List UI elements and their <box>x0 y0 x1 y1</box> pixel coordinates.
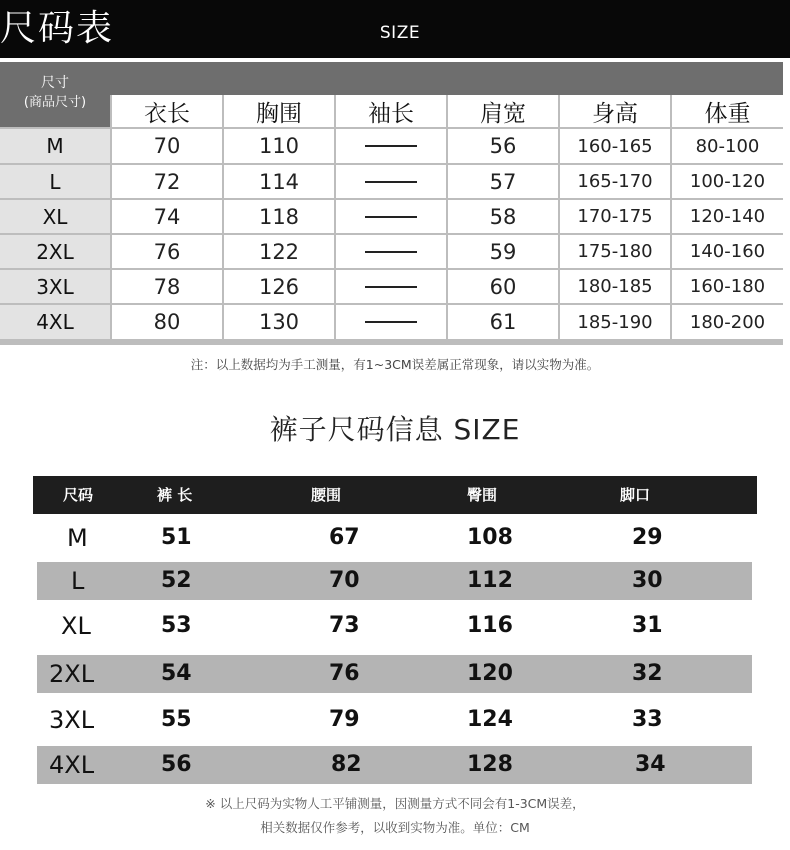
size-label: L <box>0 163 110 198</box>
table-cell: 80 <box>110 303 222 339</box>
size-label: 4XL <box>49 751 95 779</box>
size-label: XL <box>61 612 91 640</box>
table-cell: 108 <box>467 525 513 550</box>
table-cell: 130 <box>222 303 334 339</box>
table-cell: 160-180 <box>670 268 783 303</box>
table-cell: 80-100 <box>670 127 783 163</box>
table-cell: 67 <box>329 525 360 550</box>
table-cell: 79 <box>329 707 360 732</box>
table-cell: 124 <box>467 707 513 732</box>
table-cell: 110 <box>222 127 334 163</box>
table-cell: 54 <box>161 661 192 686</box>
table-cell: 128 <box>467 752 513 777</box>
pants-note-line2: 相关数据仅作参考，以收到实物为准。单位：CM <box>260 820 530 835</box>
corner-sublabel: (商品尺寸) <box>23 95 87 110</box>
table-cell: 76 <box>110 233 222 268</box>
table-cell: 118 <box>222 198 334 233</box>
table-cell: 51 <box>161 525 192 550</box>
size-label: 2XL <box>49 660 95 688</box>
table-cell: 100-120 <box>670 163 783 198</box>
table-row <box>37 562 752 600</box>
table-cell: 114 <box>222 163 334 198</box>
size-label: 4XL <box>0 303 110 339</box>
table-cell: 55 <box>161 707 192 732</box>
table-cell: 175-180 <box>558 233 670 268</box>
table-cell: 70 <box>329 568 360 593</box>
table-cell: 180-185 <box>558 268 670 303</box>
table-cell: 30 <box>632 568 663 593</box>
table-cell: 73 <box>329 613 360 638</box>
column-header: 体重 <box>670 95 783 127</box>
pants-column-header: 腰围 <box>311 486 342 504</box>
table-cell: 170-175 <box>558 198 670 233</box>
header-banner <box>0 0 790 58</box>
table-cell: 126 <box>222 268 334 303</box>
table-cell: 78 <box>110 268 222 303</box>
pants-section-title: 裤子尺码信息 SIZE <box>269 413 521 446</box>
column-header: 袖长 <box>334 95 446 127</box>
table-cell: 82 <box>331 752 362 777</box>
table-cell: 180-200 <box>670 303 783 339</box>
column-header: 衣长 <box>110 95 222 127</box>
size-table <box>0 62 783 345</box>
table-cell: 61 <box>446 303 558 339</box>
size-label: 2XL <box>0 233 110 268</box>
sleeve-na-cell <box>334 127 446 163</box>
table-cell: 70 <box>110 127 222 163</box>
size-label: XL <box>0 198 110 233</box>
table-cell: 122 <box>222 233 334 268</box>
size-label: L <box>71 567 85 595</box>
table-cell: 29 <box>632 525 663 550</box>
size-label: 3XL <box>49 706 95 734</box>
corner-label: 尺寸 <box>41 75 69 91</box>
table-cell: 120-140 <box>670 198 783 233</box>
table-cell: 56 <box>161 752 192 777</box>
column-header: 肩宽 <box>446 95 558 127</box>
pants-column-header: 尺码 <box>63 486 94 504</box>
page-subtitle: SIZE <box>379 23 421 43</box>
pants-table-header <box>33 476 757 514</box>
pants-column-header: 脚口 <box>620 486 651 504</box>
table-cell: 185-190 <box>558 303 670 339</box>
table-cell: 140-160 <box>670 233 783 268</box>
dash-line <box>365 216 417 218</box>
table-cell: 56 <box>446 127 558 163</box>
sleeve-na-cell <box>334 198 446 233</box>
column-header: 身高 <box>558 95 670 127</box>
table-cell: 34 <box>635 752 666 777</box>
table-cell: 165-170 <box>558 163 670 198</box>
table-row <box>37 701 752 739</box>
table-cell: 59 <box>446 233 558 268</box>
table-row <box>37 746 752 784</box>
sleeve-na-cell <box>334 268 446 303</box>
top-table-note: 注：以上数据均为手工测量，有1~3CM误差属正常现象，请以实物为准。 <box>190 357 600 372</box>
table-cell: 72 <box>110 163 222 198</box>
table-cell: 53 <box>161 613 192 638</box>
pants-column-header: 裤 长 <box>157 486 193 504</box>
dash-line <box>365 181 417 183</box>
pants-note-line1: ※ 以上尺码为实物人工平铺测量，因测量方式不同会有1-3CM误差， <box>205 796 585 811</box>
pants-column-header: 臀围 <box>467 486 498 504</box>
table-cell: 112 <box>467 568 513 593</box>
dash-line <box>365 145 417 147</box>
table-cell: 32 <box>632 661 663 686</box>
column-header: 胸围 <box>222 95 334 127</box>
table-cell: 74 <box>110 198 222 233</box>
size-label: 3XL <box>0 268 110 303</box>
sleeve-na-cell <box>334 163 446 198</box>
table-row <box>37 607 752 645</box>
table-cell: 33 <box>632 707 663 732</box>
table-cell: 60 <box>446 268 558 303</box>
page-title: 尺码表 <box>0 8 115 49</box>
table-cell: 116 <box>467 613 513 638</box>
table-cell: 58 <box>446 198 558 233</box>
dash-line <box>365 321 417 323</box>
table-cell: 76 <box>329 661 360 686</box>
table-header-strip <box>110 62 783 95</box>
size-label: M <box>0 127 110 163</box>
sleeve-na-cell <box>334 303 446 339</box>
table-cell: 52 <box>161 568 192 593</box>
corner-header <box>0 62 110 127</box>
table-row <box>37 655 752 693</box>
table-row <box>37 519 752 557</box>
table-cell: 31 <box>632 613 663 638</box>
table-cell: 120 <box>467 661 513 686</box>
dash-line <box>365 286 417 288</box>
table-cell: 57 <box>446 163 558 198</box>
size-label: M <box>67 524 88 552</box>
table-cell: 160-165 <box>558 127 670 163</box>
sleeve-na-cell <box>334 233 446 268</box>
dash-line <box>365 251 417 253</box>
